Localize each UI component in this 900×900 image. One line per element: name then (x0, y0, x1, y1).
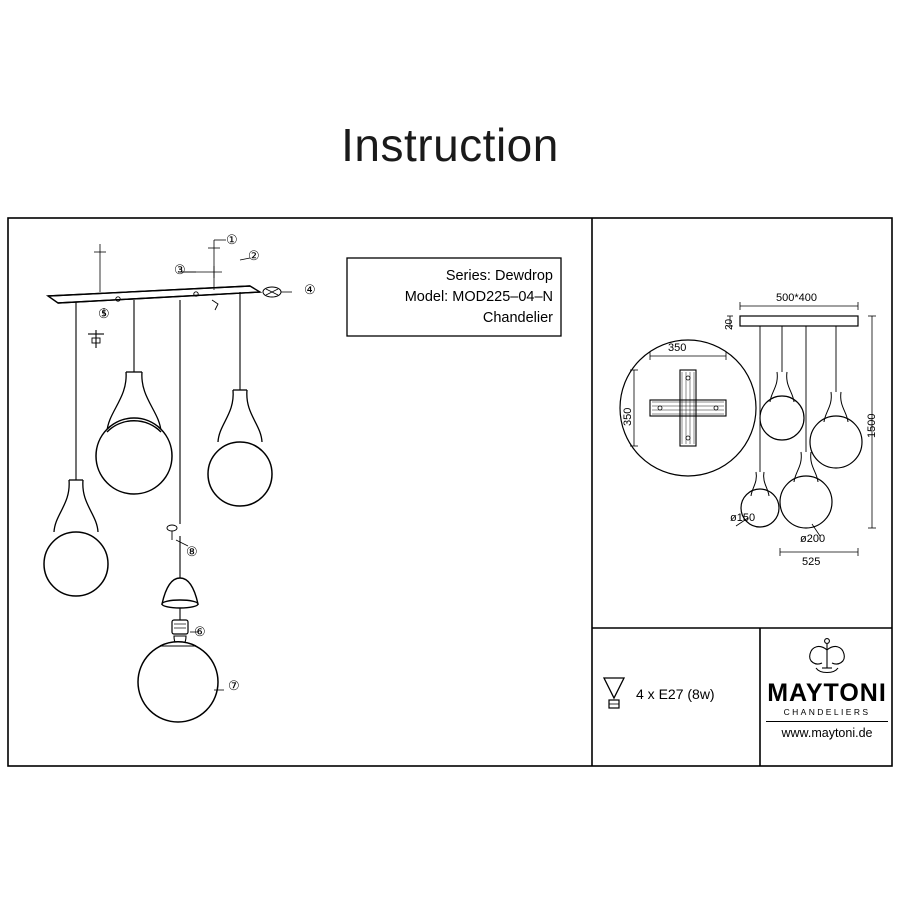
pendant-globe-a (96, 300, 172, 494)
brand-subtitle: CHANDELIERS (783, 707, 871, 717)
plate-wire-detail (212, 300, 218, 310)
globe-b (208, 442, 272, 506)
lamp-socket (172, 620, 188, 634)
brand-divider (766, 721, 888, 722)
callout-5: ⑤ (98, 306, 110, 321)
product-model: Model: MOD225–04–N (404, 288, 553, 305)
callout-3: ③ (174, 262, 186, 277)
lamp-spec-label: 4 x E27 (8w) (636, 686, 715, 702)
plate-elevation (740, 316, 858, 326)
dim-label-small-globe: ø150 (730, 512, 756, 524)
chandelier-illustration (44, 240, 292, 722)
product-series: Series: Dewdrop (445, 267, 553, 284)
callout-7: ⑦ (228, 678, 240, 693)
brand-name: MAYTONI (767, 679, 887, 707)
mounting-bracket (88, 330, 104, 348)
callout-1: ① (226, 232, 238, 247)
callout-4: ④ (304, 282, 316, 297)
bulb-icon (604, 678, 624, 708)
brand-block (762, 642, 892, 740)
plate-plan-circle (620, 340, 756, 476)
callout-6: ⑥ (194, 624, 206, 639)
globe-d (138, 642, 218, 722)
dim-label-plate-size: 500*400 (776, 292, 817, 304)
callout-2: ② (248, 248, 260, 263)
dim-label-large-globe: ø200 (800, 533, 826, 545)
product-info (347, 258, 561, 336)
page-title: Instruction (341, 119, 559, 171)
screw-part (263, 287, 292, 297)
cable-clamp (167, 525, 177, 531)
elev-pendant-1 (760, 372, 804, 440)
dim-label-cross-width: 350 (668, 342, 687, 354)
globe-c (44, 532, 108, 596)
cross-plate-plan (650, 370, 726, 446)
dim-label-spread: 525 (802, 556, 821, 568)
dim-label-drop-height: 1500 (866, 413, 878, 438)
dim-label-thickness: 20 (724, 318, 735, 330)
pendant-globe-b (208, 292, 272, 506)
pendant-exploded-d (138, 300, 224, 722)
brand-url[interactable]: www.maytoni.de (781, 726, 873, 740)
dim-label-cross-height: 350 (622, 407, 634, 426)
elev-pendant-2 (810, 392, 862, 468)
elev-pendant-3 (780, 452, 832, 528)
product-type: Chandelier (482, 309, 553, 326)
callout-8: ⑧ (186, 544, 198, 559)
